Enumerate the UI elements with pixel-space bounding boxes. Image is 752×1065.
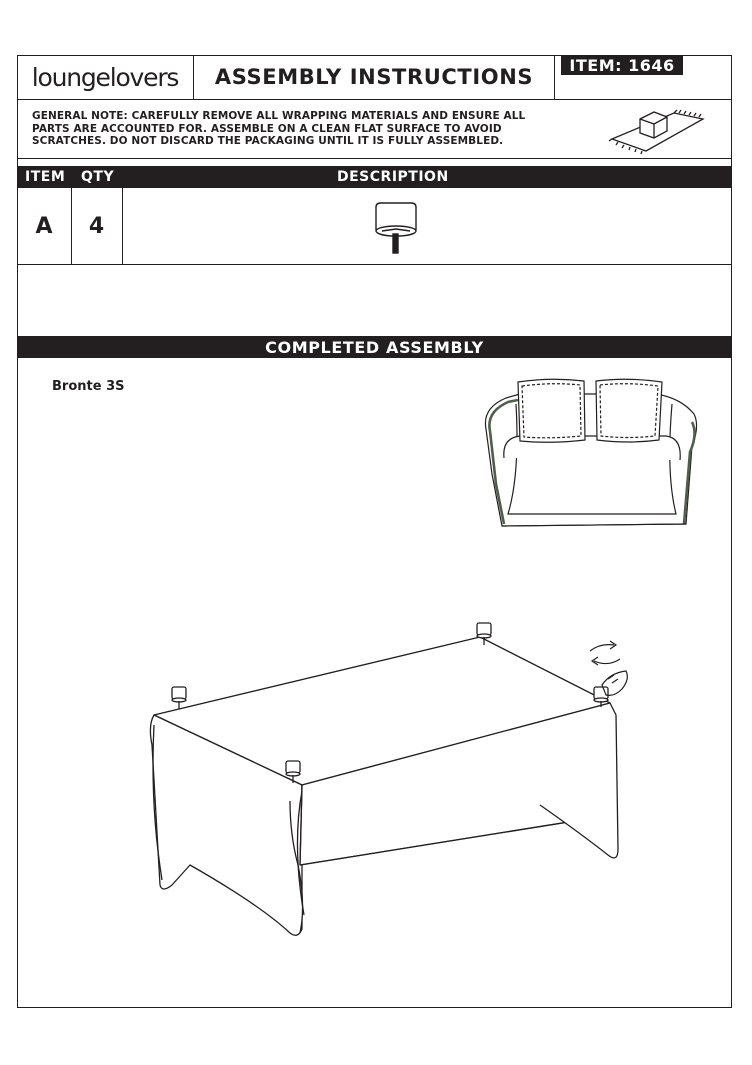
brand-logo: loungelovers xyxy=(17,55,194,100)
completed-assembly-heading: COMPLETED ASSEMBLY xyxy=(17,336,732,358)
upside-down-sofa-illustration xyxy=(140,615,640,945)
box-on-rug-icon xyxy=(604,103,706,155)
header-item: ITEM xyxy=(25,169,66,185)
parts-row-divider xyxy=(17,264,732,265)
general-note-line: PARTS ARE ACCOUNTED FOR. ASSEMBLE ON A CLEAN FLAT SURFACE TO AVOID xyxy=(32,122,502,135)
part-qty: 4 xyxy=(71,188,123,265)
header-description: DESCRIPTION xyxy=(337,169,449,185)
general-note-line: GENERAL NOTE: CAREFULLY REMOVE ALL WRAPPING MATERIALS AND ENSURE ALL xyxy=(32,110,526,122)
item-number-badge: ITEM: 1646 xyxy=(561,56,683,75)
general-note xyxy=(32,110,592,148)
product-name: Bronte 3S xyxy=(52,379,125,394)
general-note-line: SCRATCHES. DO NOT DISCARD THE PACKAGING UNTIL IT IS FULLY ASSEMBLED. xyxy=(32,135,504,147)
document-title: ASSEMBLY INSTRUCTIONS xyxy=(194,55,554,100)
completed-sofa-illustration xyxy=(476,374,704,532)
header-qty: QTY xyxy=(81,169,115,185)
sofa-foot-icon xyxy=(372,200,422,256)
part-item-letter: A xyxy=(17,188,72,265)
parts-table-header xyxy=(17,166,732,188)
note-divider xyxy=(17,158,732,159)
